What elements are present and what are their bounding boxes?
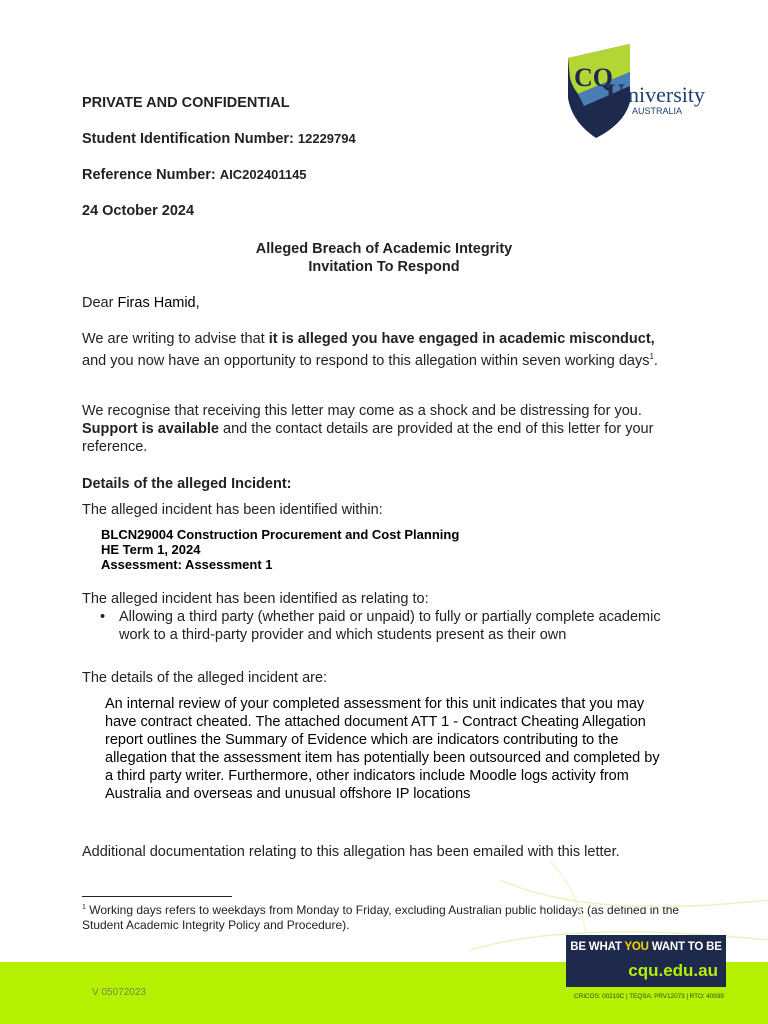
identified-within: The alleged incident has been identified within: <box>82 502 383 518</box>
student-id-line <box>82 131 356 147</box>
logo-u-text: U <box>606 79 625 108</box>
student-id-value: 12229794 <box>297 131 356 146</box>
salutation-comma: , <box>195 295 200 311</box>
slogan-part-1: BE WHAT <box>570 941 625 953</box>
allegation-paragraph <box>82 330 662 370</box>
footnote-text: Working days refers to weekdays from Monday to Friday, excluding Australian public holidays (as defined in the Student Academic Integrity Policy and Procedure). <box>82 903 680 932</box>
footer-brand-box <box>566 935 726 987</box>
cqu-shield-icon <box>566 42 738 142</box>
bullet-item: • Allowing a third party (whether paid or unpaid) to fully or partially complete academic work to a third-party provider and which students present as their own <box>82 608 682 644</box>
version-label: V 05072023 <box>92 987 146 998</box>
additional-documentation: Additional documentation relating to this allegation has been emailed with this letter. <box>82 844 620 860</box>
course-name: BLCN29004 Construction Procurement and Cost Planning <box>101 527 460 542</box>
allegation-bullets <box>82 608 682 644</box>
footnote-divider <box>82 896 232 897</box>
private-confidential: PRIVATE AND CONFIDENTIAL <box>82 95 290 111</box>
reference-value: AIC202401145 <box>219 167 307 182</box>
assessment-name: Assessment: Assessment 1 <box>101 557 273 572</box>
logo-cq-text: CQ <box>574 63 613 92</box>
logo-australia-text: AUSTRALIA <box>632 106 683 116</box>
slogan-you: YOU <box>624 941 649 953</box>
reference-line <box>82 167 307 183</box>
slogan <box>566 941 726 953</box>
details-are: The details of the alleged incident are: <box>82 670 328 686</box>
course-term: HE Term 1, 2024 <box>101 542 201 557</box>
logo-university-text: niversity <box>628 82 705 107</box>
para1-text-post: and you now have an opportunity to respond to this allegation within seven working days <box>82 352 650 369</box>
letter-title <box>0 240 768 276</box>
reference-label: Reference Number: <box>82 167 216 183</box>
incident-description: An internal review of your completed assessment for this unit indicates that you may have contract cheated. The attached document ATT 1 - Contract Cheating Allegation report outlines the Summary of Evidence which are indicators contributing to the allegation that the assessment item has potentially been outsourced and completed by a third party writer. Furthermore, other indicators include Moodle logs activity from Australia and overseas and unusual offshore IP locations <box>105 696 660 802</box>
para1-end: . <box>653 352 658 369</box>
footer-url[interactable]: cqu.edu.au <box>628 961 718 980</box>
details-heading: Details of the alleged Incident: <box>82 476 292 492</box>
relating-to: The alleged incident has been identified as relating to: <box>82 591 429 607</box>
support-bold-text: Support is available <box>82 421 219 437</box>
para1-bold-text: it is alleged you have engaged in academic misconduct, <box>268 331 655 347</box>
recipient-name: Firas Hamid <box>117 295 196 311</box>
footnote-number: 1 <box>82 904 86 911</box>
para1-text-pre: We are writing to advise that <box>82 331 269 347</box>
accreditation-line: CRICOS: 00219C | TEQSA: PRV12073 | RTO: 40939 <box>574 993 724 1000</box>
footnote-ref: 1 <box>649 352 654 361</box>
cqu-logo <box>566 42 738 142</box>
para2-text-pre: We recognise that receiving this letter may come as a shock and be distressing for you. <box>82 403 642 419</box>
salutation-dear: Dear <box>82 295 118 311</box>
salutation <box>82 294 200 312</box>
para2-text-post: and the contact details are provided at the end of this letter for your reference. <box>82 421 654 455</box>
letter-date: 24 October 2024 <box>82 203 195 219</box>
student-id-label: Student Identification Number: <box>82 131 294 147</box>
support-paragraph <box>82 402 676 456</box>
slogan-part-2: WANT TO BE <box>648 941 722 953</box>
title-line-1: Alleged Breach of Academic Integrity <box>255 241 513 257</box>
title-line-2: Invitation To Respond <box>308 259 460 275</box>
course-block <box>101 527 459 572</box>
